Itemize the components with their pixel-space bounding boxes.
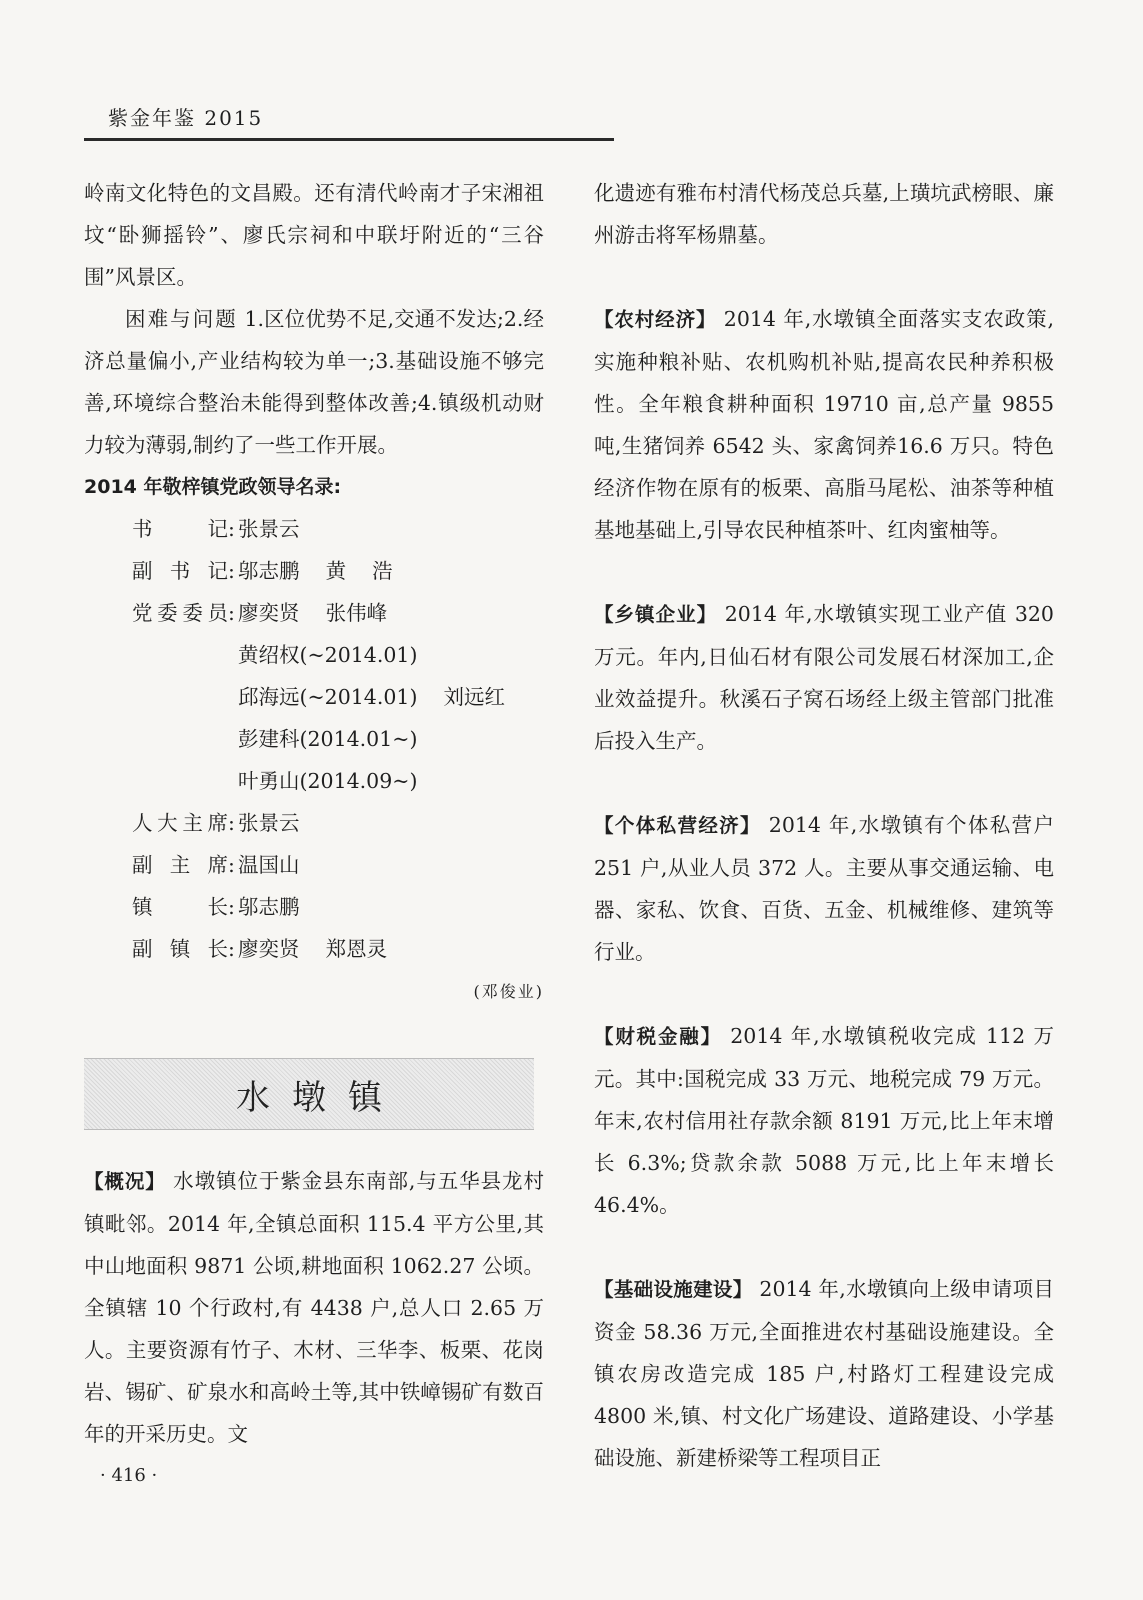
leader-role [132, 844, 228, 886]
right-column [594, 172, 1054, 1479]
section-text: 2014 年,水墩镇税收完成 112 万元。其中:国税完成 33 万元、地税完成 79 万元。年末,农村信用社存款余额 8191 万元,比上年末增长 6.3%;贷款余款 5088 万元,比上年末增长 46.4%。 [594, 1024, 1054, 1217]
leader-names: 廖奕贤 郑恩灵 [238, 937, 388, 961]
overview-paragraph [84, 1160, 544, 1455]
leader-role-char: 委 [182, 601, 203, 625]
section-heading: 【农村经济】 [594, 308, 717, 331]
leader-role [132, 550, 228, 592]
leader-row [84, 928, 544, 970]
leader-names: 温国山 [238, 853, 300, 877]
section-paragraph [594, 804, 1054, 973]
leader-names: 张景云 [238, 517, 300, 541]
leader-row [84, 508, 544, 550]
leader-names: 廖奕贤 张伟峰 [238, 601, 388, 625]
leader-row [84, 676, 544, 718]
leader-colon: : [228, 811, 235, 835]
leader-colon: : [228, 895, 235, 919]
leader-role-char: 人 [132, 811, 153, 835]
leader-names: 张景云 [238, 811, 300, 835]
section-paragraph [594, 593, 1054, 762]
leader-role-char: 记 [207, 517, 228, 541]
leader-row [84, 802, 544, 844]
running-header-title: 紫金年鉴 2015 [108, 106, 264, 130]
leader-role [132, 508, 228, 550]
leader-role-char: 主 [169, 853, 191, 877]
section-text: 2014 年,水墩镇实现工业产值 320 万元。年内,日仙石材有限公司发展石材深加工,企业效益提升。秋溪石子窝石场经上级主管部门批准后投入生产。 [594, 602, 1054, 753]
leader-colon: : [228, 937, 235, 961]
continuation-paragraph: 化遗迹有雅布村清代杨茂总兵墓,上璜坑武榜眼、廉州游击将军杨鼎墓。 [594, 181, 1054, 247]
leaders-list [84, 508, 544, 970]
overview-text: 水墩镇位于紫金县东南部,与五华县龙村镇毗邻。2014 年,全镇总面积 115.4 平方公里,其中山地面积 9871 公顷,耕地面积 1062.27 公顷。全镇辖 10 个行政村,有 4438 户,总人口 2.65 万人。主要资源有竹子、木材、三华李、板栗、花岗岩、锡矿、矿泉水和高岭土等,其中铁嶂锡矿有数百年的开采历史。文 [84, 1169, 544, 1446]
leader-row [84, 634, 544, 676]
leader-role-char: 副 [132, 853, 153, 877]
leader-row [84, 718, 544, 760]
leader-role-char: 席 [207, 853, 228, 877]
leader-names: 叶勇山(2014.09~) [238, 769, 418, 793]
intro-paragraph: 岭南文化特色的文昌殿。还有清代岭南才子宋湘祖坟“卧狮摇铃”、廖氏宗祠和中联圩附近的“三谷围”风景区。 [84, 181, 544, 289]
leader-colon: : [228, 517, 235, 541]
leader-colon: : [228, 853, 235, 877]
problems-label: 困难与问题 [125, 307, 238, 331]
leader-role-char: 大 [157, 811, 178, 835]
section-list [594, 256, 1054, 1479]
leader-role-char: 员 [207, 601, 228, 625]
section-paragraph [594, 1015, 1054, 1226]
leader-names: 邱海远(~2014.01) 刘远红 [238, 685, 506, 709]
section-paragraph [594, 1268, 1054, 1479]
problems-paragraph [84, 298, 544, 466]
leader-role [132, 592, 228, 634]
leader-role-char: 镇 [132, 895, 153, 919]
leader-role-char: 副 [132, 937, 153, 961]
leader-colon: : [228, 601, 235, 625]
leader-role-char: 镇 [169, 937, 191, 961]
section-heading: 【基础设施建设】 [594, 1278, 753, 1301]
leader-row [84, 760, 544, 802]
leader-names: 邬志鹏 [238, 895, 300, 919]
page-number: · 416 · [100, 1465, 158, 1486]
left-column [84, 172, 544, 1455]
leader-role [132, 928, 228, 970]
leader-colon: : [228, 559, 235, 583]
leader-row [84, 592, 544, 634]
leader-names: 彭建科(2014.01~) [238, 727, 418, 751]
section-heading: 【个体私营经济】 [594, 814, 761, 837]
leader-role-char: 长 [207, 937, 228, 961]
leader-role-char: 书 [132, 517, 153, 541]
section-text: 2014 年,水墩镇向上级申请项目资金 58.36 万元,全面推进农村基础设施建设。全镇农房改造完成 185 户,村路灯工程建设完成 4800 米,镇、村文化广场建设、道路建设、小学基础设施、新建桥梁等工程项目正 [594, 1277, 1054, 1470]
problems-text: 1.区位优势不足,交通不发达;2.经济总量偏小,产业结构较为单一;3.基础设施不够完善,环境综合整治未能得到整体改善;4.镇级机动财力较为薄弱,制约了一些工作开展。 [84, 307, 544, 457]
section-heading: 【财税金融】 [594, 1025, 722, 1048]
leader-role-char: 长 [207, 895, 228, 919]
overview-heading: 【概况】 [84, 1170, 166, 1193]
section-text: 2014 年,水墩镇全面落实支农政策,实施种粮补贴、农机购机补贴,提高农民种养积极性。全年粮食耕种面积 19710 亩,总产量 9855 吨,生猪饲养 6542 头、家禽饲养16.6 万只。特色经济作物在原有的板栗、高脂马尾松、油茶等种植基地基础上,引导农民种植茶叶、红肉蜜柚等。 [594, 307, 1054, 542]
leader-role-char: 席 [207, 811, 228, 835]
town-title-banner [84, 1058, 534, 1130]
section-paragraph [594, 298, 1054, 551]
leader-role [132, 802, 228, 844]
leader-role-char: 党 [132, 601, 153, 625]
leader-names: 黄绍权(~2014.01) [238, 643, 418, 667]
leader-row [84, 844, 544, 886]
leader-role-char: 委 [157, 601, 178, 625]
leader-role-char: 书 [169, 559, 191, 583]
leader-role [132, 886, 228, 928]
section-text: 2014 年,水墩镇有个体私营户 251 户,从业人员 372 人。主要从事交通运输、电器、家私、饮食、百货、五金、机械维修、建筑等行业。 [594, 813, 1054, 964]
leader-role-char: 记 [207, 559, 228, 583]
header-rule [84, 138, 614, 141]
leaders-list-title: 2014 年敬梓镇党政领导名录: [84, 476, 342, 498]
leader-row [84, 886, 544, 928]
author-credit: (邓俊业) [473, 982, 544, 1001]
leader-row [84, 550, 544, 592]
leader-names: 邬志鹏 黄 浩 [238, 559, 393, 583]
leader-role-char: 副 [132, 559, 153, 583]
section-heading: 【乡镇企业】 [594, 603, 718, 626]
leader-role-char: 主 [182, 811, 203, 835]
town-title: 水墩镇 [236, 1077, 404, 1118]
